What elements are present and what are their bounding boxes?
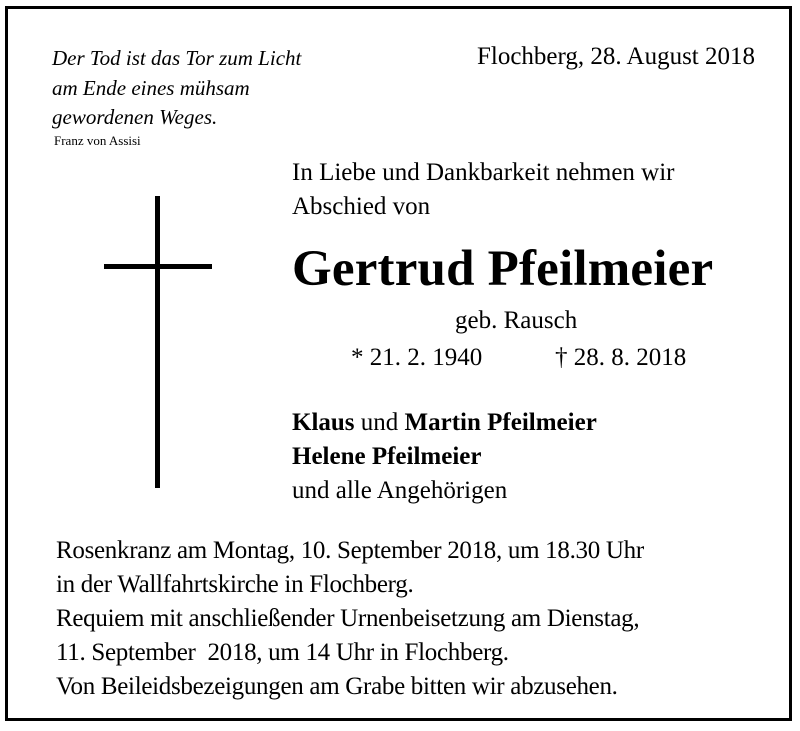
mourner-helene: Helene Pfeilmeier — [292, 443, 482, 470]
cross-horizontal-bar — [104, 264, 212, 269]
maiden-name: geb. Rausch — [455, 307, 578, 334]
mourner-klaus: Klaus — [292, 409, 355, 436]
deceased-name: Gertrud Pfeilmeier — [292, 241, 714, 297]
place-date: Flochberg, 28. August 2018 — [476, 43, 755, 70]
birth-date: * 21. 2. 1940 — [351, 344, 483, 371]
notice-line-5: Von Beileidsbezeigungen am Grabe bitten wir abzusehen. — [56, 673, 618, 700]
notice-line-1: Rosenkranz am Montag, 10. September 2018, um 18.30 Uhr — [56, 537, 644, 564]
mourners-line-1 — [292, 406, 597, 440]
mourners-line-3: und alle Angehörigen — [292, 477, 508, 504]
quote-line-1: Der Tod ist das Tor zum Licht — [52, 46, 302, 70]
notice-line-3: Requiem mit anschließender Urnenbeisetzung am Dienstag, — [56, 605, 640, 632]
notice-line-4: 11. September 2018, um 14 Uhr in Flochberg. — [56, 639, 509, 666]
intro-line-2: Abschied von — [292, 193, 431, 220]
death-date: † 28. 8. 2018 — [555, 344, 687, 371]
mourners — [292, 406, 597, 508]
cross-vertical-bar — [155, 196, 160, 488]
intro-text — [292, 156, 675, 224]
notice-line-2: in der Wallfahrtskirche in Flochberg. — [56, 571, 414, 598]
quote-line-3: gewordenen Weges. — [52, 105, 218, 129]
service-notice — [56, 534, 644, 704]
quote — [52, 44, 301, 133]
mourners-connector: und — [354, 409, 405, 436]
quote-line-2: am Ende eines mühsam — [52, 75, 250, 100]
mourner-martin: Martin Pfeilmeier — [404, 409, 597, 436]
mourners-line-2 — [292, 440, 597, 474]
intro-line-1: In Liebe und Dankbarkeit nehmen wir — [292, 159, 675, 186]
quote-author: Franz von Assisi — [54, 133, 141, 148]
